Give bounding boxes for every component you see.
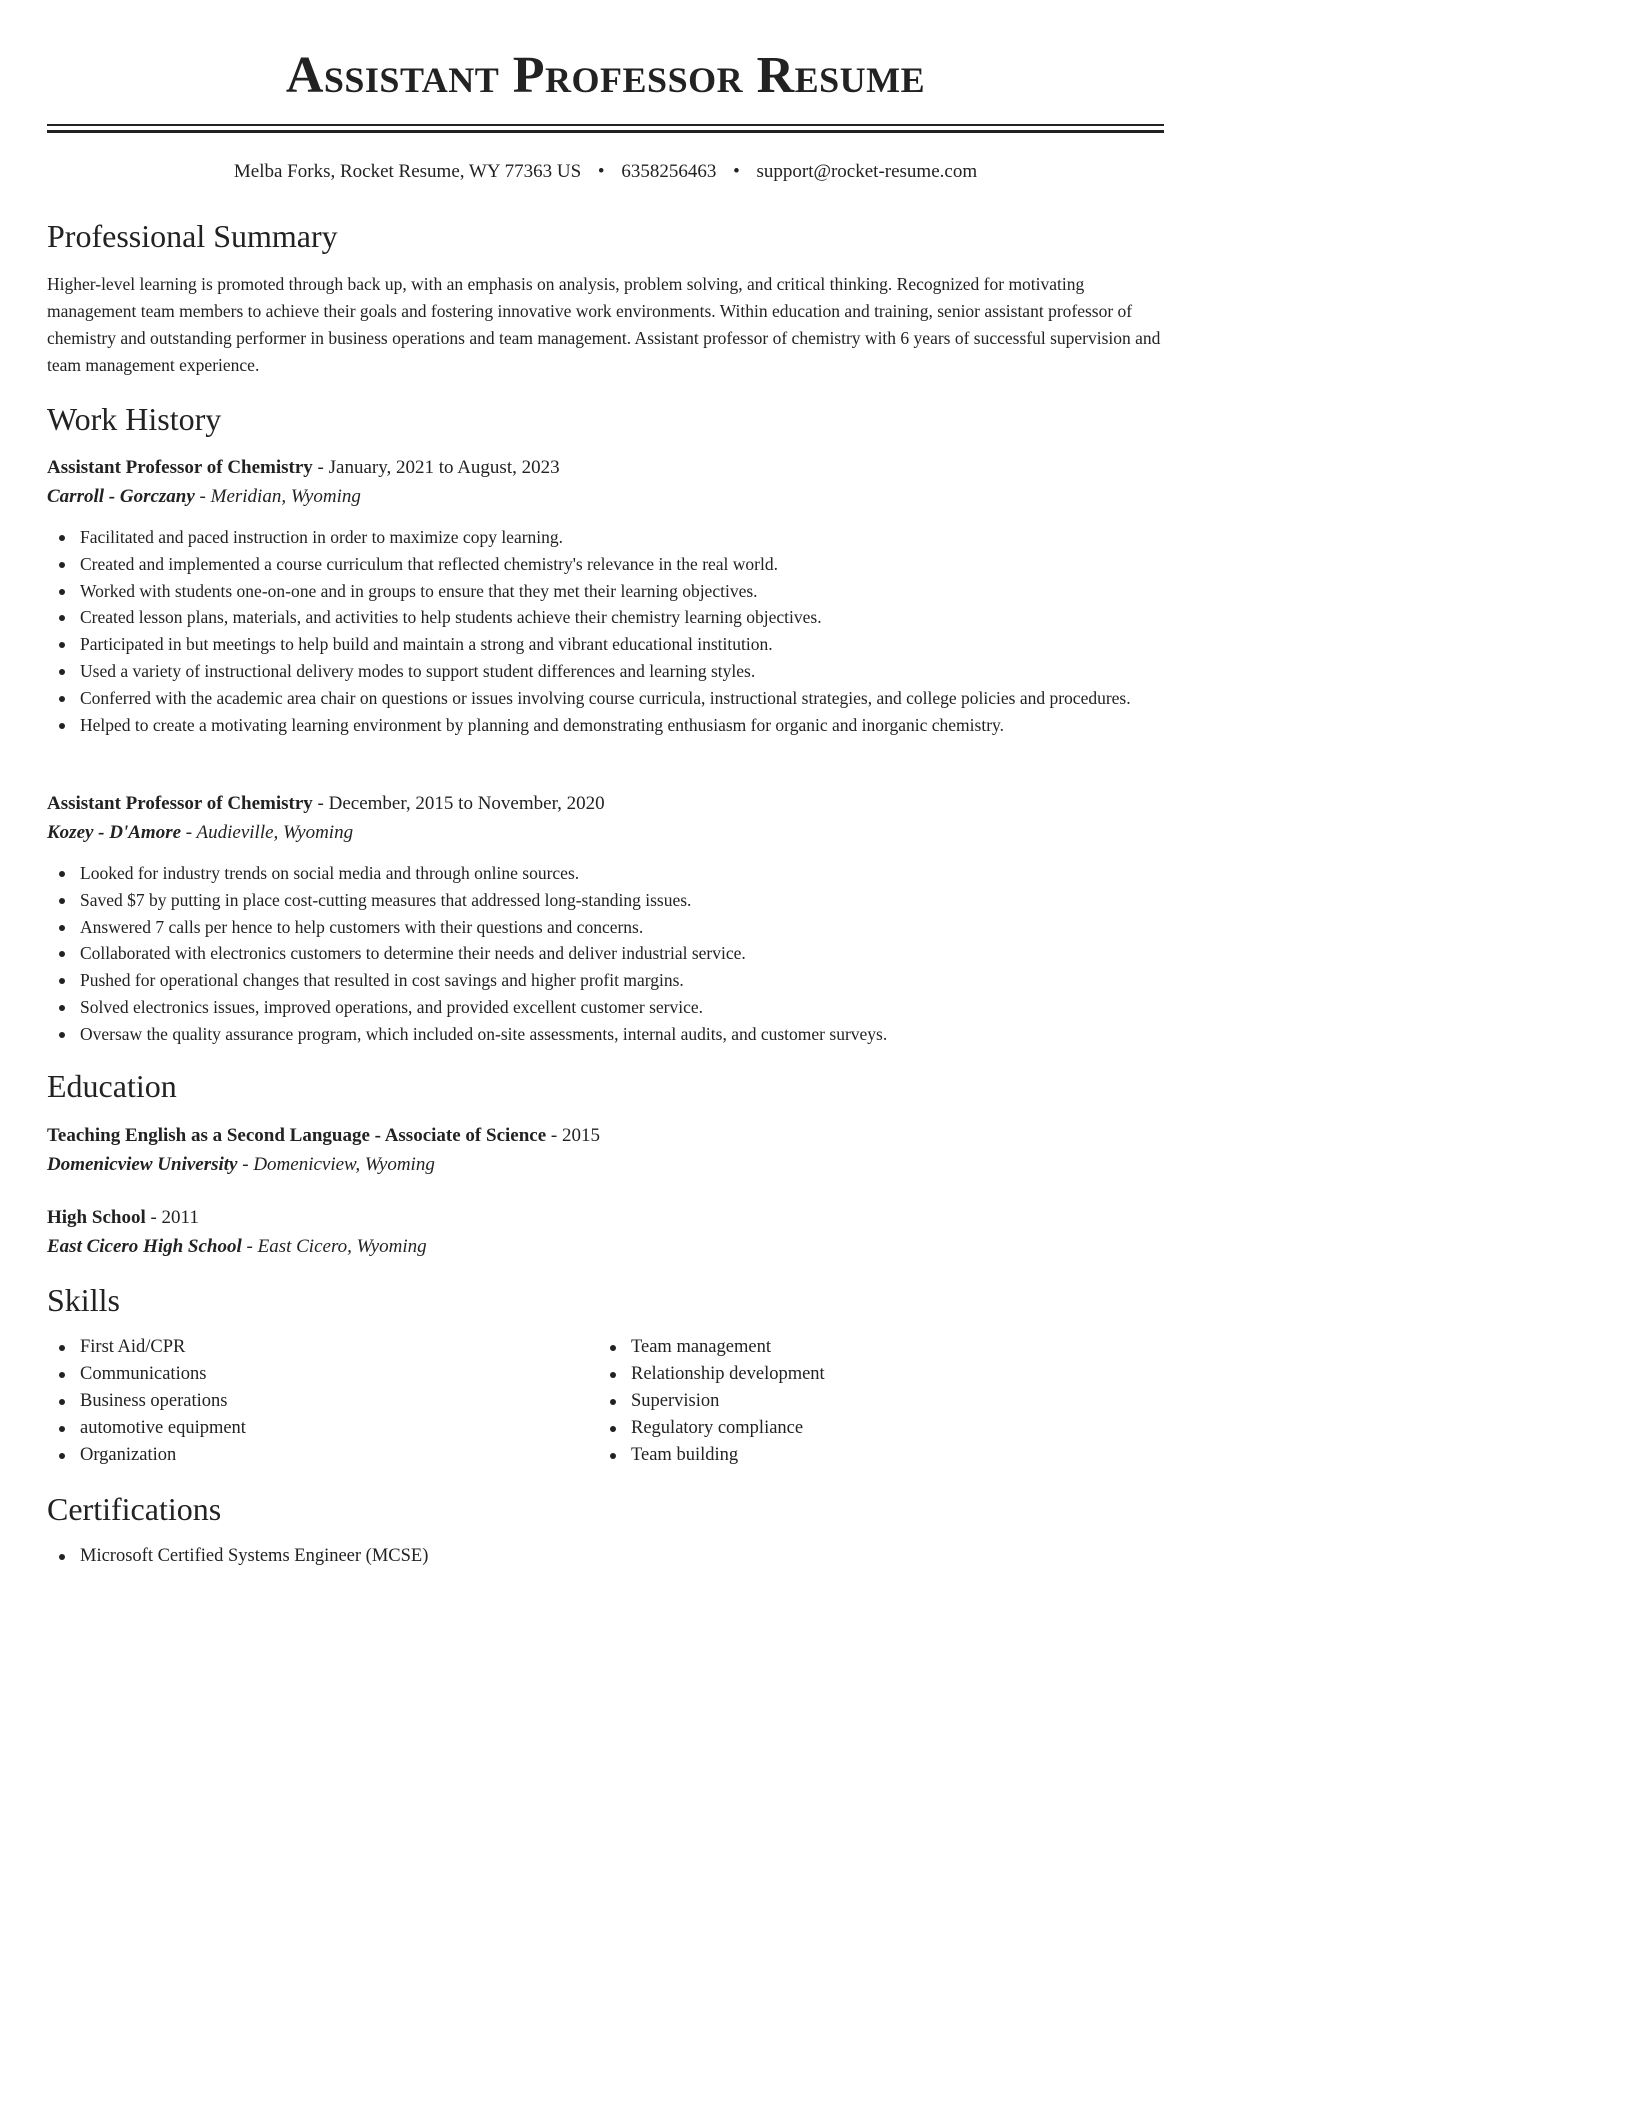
page-title: Assistant Professor Resume (285, 47, 926, 104)
summary-heading: Professional Summary (47, 218, 338, 254)
list-item: First Aid/CPR (47, 1334, 587, 1361)
education-header (47, 1206, 199, 1230)
education-header (47, 1124, 600, 1148)
list-item: Supervision (598, 1388, 1138, 1415)
degree-year: - 2015 (546, 1125, 600, 1146)
title-divider-thin (47, 124, 1164, 126)
contact-separator: • (733, 161, 740, 182)
school-name: Domenicview University (47, 1154, 238, 1175)
list-item: automotive equipment (47, 1415, 587, 1442)
company-location: - Meridian, Wyoming (194, 486, 361, 507)
contact-phone: 6358256463 (621, 161, 717, 182)
title-divider-thick (47, 130, 1164, 133)
company-location: - Audieville, Wyoming (181, 822, 354, 843)
list-item: Looked for industry trends on social media and through online sources. (47, 860, 1164, 887)
list-item: Answered 7 calls per hence to help customers with their questions and concerns. (47, 914, 1164, 941)
job-header (47, 792, 605, 816)
degree-name: High School (47, 1207, 146, 1228)
job-title: Assistant Professor of Chemistry (47, 793, 313, 814)
certifications-heading: Certifications (47, 1491, 222, 1527)
list-item: Worked with students one-on-one and in groups to ensure that they met their learning objectives. (47, 578, 1164, 605)
degree-name: Teaching English as a Second Language - Associate of Science (47, 1125, 547, 1146)
contact-line (0, 160, 1211, 184)
skills-list-right (598, 1334, 1138, 1469)
list-item: Used a variety of instructional delivery modes to support student differences and learning styles. (47, 658, 1164, 685)
job-title: Assistant Professor of Chemistry (47, 457, 313, 478)
contact-separator: • (597, 161, 605, 182)
contact-address: Melba Forks, Rocket Resume, WY 77363 US (233, 161, 582, 182)
job-dates: - December, 2015 to November, 2020 (312, 793, 605, 814)
job-dates: - January, 2021 to August, 2023 (312, 457, 560, 478)
list-item: Collaborated with electronics customers to determine their needs and deliver industrial service. (47, 940, 1164, 967)
list-item: Facilitated and paced instruction in order to maximize copy learning. (47, 524, 1164, 551)
job-employer (47, 821, 353, 845)
summary-text: Higher-level learning is promoted through back up, with an emphasis on analysis, problem solving, and critical thinking. Recognized for motivating management team members to achieve their goals and fostering innovative work environments. Within education and training, senior assistant professor of chemistry and outstanding performer in business operations and team management. Assistant professor of chemistry with 6 years of successful supervision and team management experience. (47, 274, 1161, 375)
school-name: East Cicero High School (47, 1236, 242, 1257)
list-item: Regulatory compliance (598, 1415, 1138, 1442)
list-item: Created lesson plans, materials, and activities to help students achieve their chemistry learning objectives. (47, 604, 1164, 631)
job-duties-list (47, 860, 1164, 1048)
list-item: Organization (47, 1442, 587, 1469)
list-item: Business operations (47, 1388, 587, 1415)
list-item: Oversaw the quality assurance program, which included on-site assessments, internal audits, and customer surveys. (47, 1021, 1164, 1048)
job-employer (47, 485, 361, 509)
list-item: Conferred with the academic area chair on questions or issues involving course curricula, instructional strategies, and college policies and procedures. (47, 685, 1164, 712)
school-location: - Domenicview, Wyoming (237, 1154, 435, 1175)
skills-heading: Skills (47, 1282, 120, 1318)
contact-email: support@rocket-resume.com (756, 161, 978, 182)
school-location: - East Cicero, Wyoming (241, 1236, 427, 1257)
job-header (47, 456, 560, 480)
certifications-list (47, 1543, 1164, 1570)
list-item: Saved $7 by putting in place cost-cutting measures that addressed long-standing issues. (47, 887, 1164, 914)
education-heading: Education (47, 1068, 177, 1104)
list-item: Participated in but meetings to help build and maintain a strong and vibrant educational institution. (47, 631, 1164, 658)
education-school (47, 1235, 427, 1259)
list-item: Helped to create a motivating learning environment by planning and demonstrating enthusiasm for organic and inorganic chemistry. (47, 712, 1164, 739)
list-item: Solved electronics issues, improved operations, and provided excellent customer service. (47, 994, 1164, 1021)
skills-list-left (47, 1334, 587, 1469)
degree-year: - 2011 (145, 1207, 199, 1228)
company-name: Kozey - D'Amore (47, 822, 182, 843)
work-history-heading: Work History (47, 401, 222, 437)
list-item: Team building (598, 1442, 1138, 1469)
education-school (47, 1153, 435, 1177)
list-item: Communications (47, 1361, 587, 1388)
list-item: Pushed for operational changes that resulted in cost savings and higher profit margins. (47, 967, 1164, 994)
list-item: Created and implemented a course curriculum that reflected chemistry's relevance in the real world. (47, 551, 1164, 578)
list-item: Team management (598, 1334, 1138, 1361)
list-item: Microsoft Certified Systems Engineer (MCSE) (47, 1543, 1164, 1570)
job-duties-list (47, 524, 1164, 738)
company-name: Carroll - Gorczany (47, 486, 195, 507)
list-item: Relationship development (598, 1361, 1138, 1388)
